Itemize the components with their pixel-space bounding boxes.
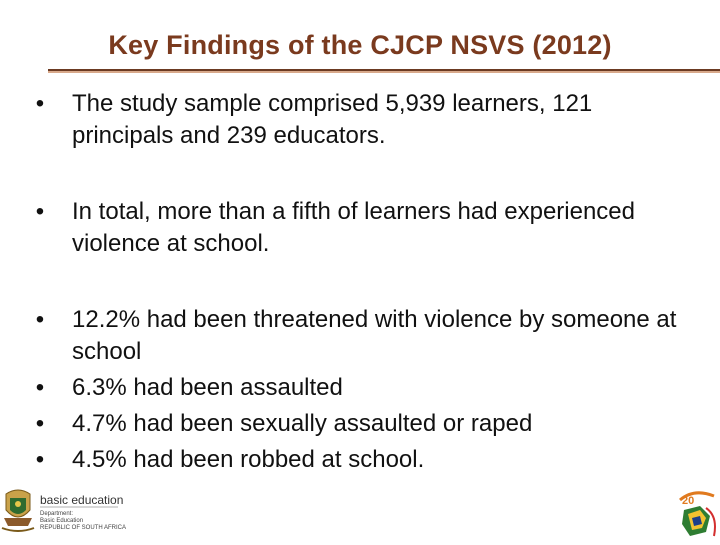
- bullet-glyph: •: [35, 306, 45, 333]
- department-logo: [0, 488, 130, 540]
- coat-of-arms-icon: [0, 488, 130, 540]
- anniversary-logo: [670, 486, 720, 540]
- logo-line3: Basic Education: [40, 518, 84, 524]
- bullet-item-threatened: [30, 304, 690, 368]
- anniversary-emblem-icon: [670, 486, 720, 540]
- bullet-glyph: •: [35, 198, 45, 225]
- bullet-item-sample: [30, 88, 690, 152]
- bullet-glyph: •: [35, 374, 45, 401]
- bullet-glyph: •: [35, 90, 45, 117]
- logo-line4: REPUBLIC OF SOUTH AFRICA: [40, 525, 127, 531]
- title-underline: [48, 69, 720, 73]
- bullet-glyph: •: [35, 410, 45, 437]
- bullet-text: 6.3% had been assaulted: [72, 374, 343, 401]
- title-underline-light: [48, 71, 720, 73]
- bullet-item-total: [30, 196, 690, 260]
- bullet-glyph: •: [35, 446, 45, 473]
- logo-line2: Department:: [40, 511, 74, 517]
- findings-list: [30, 88, 690, 476]
- bullet-text: 4.5% had been robbed at school.: [72, 446, 425, 473]
- bullet-item-sexually-assaulted: [30, 408, 690, 440]
- anniversary-number: 20: [682, 495, 695, 507]
- logo-line1: basic education: [40, 493, 124, 507]
- bullet-text: 12.2% had been threatened with violence by someone at school: [72, 306, 677, 365]
- bullet-text: The study sample comprised 5,939 learners, 121 principals and 239 educators.: [72, 90, 593, 149]
- bullet-text: 4.7% had been sexually assaulted or raped: [72, 410, 533, 437]
- bullet-item-robbed: [30, 444, 690, 476]
- slide-title: Key Findings of the CJCP NSVS (2012): [108, 30, 612, 60]
- bullet-item-assaulted: [30, 372, 690, 404]
- bullet-text: In total, more than a fifth of learners had experienced violence at school.: [72, 198, 636, 257]
